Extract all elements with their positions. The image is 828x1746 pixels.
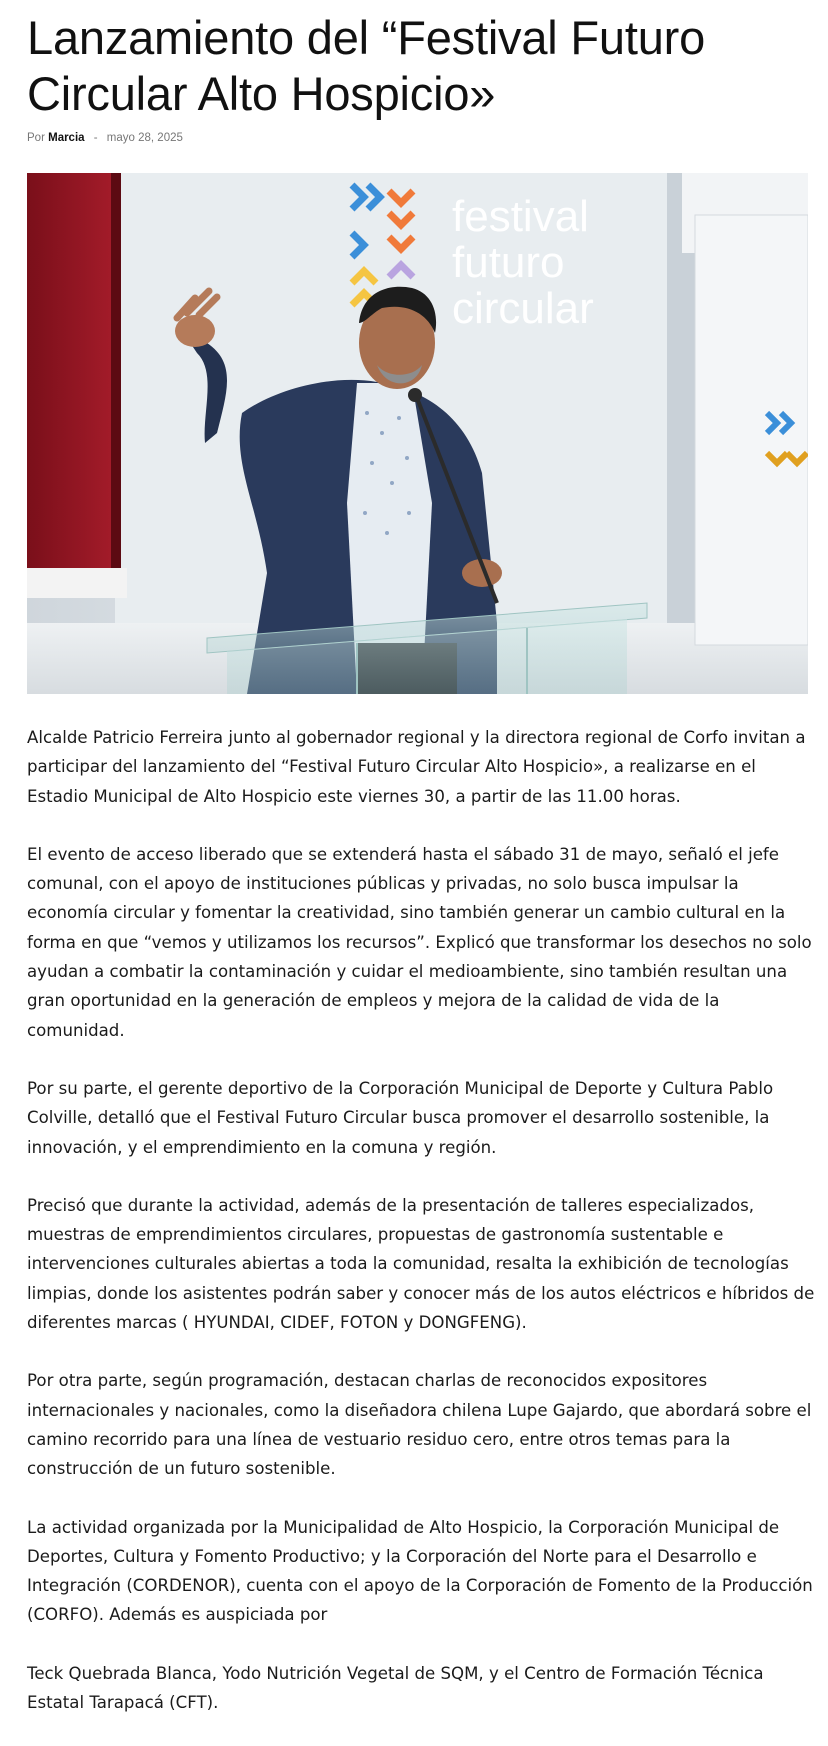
article-meta — [27, 130, 183, 146]
by-label: Por — [27, 132, 45, 144]
publish-date: mayo 28, 2025 — [106, 132, 183, 144]
paragraph: Teck Quebrada Blanca, Yodo Nutrición Vegetal de SQM, y el Centro de Formación Técnica Estatal Tarapacá (CFT). — [27, 1663, 764, 1713]
article-title: Lanzamiento del “Festival Futuro Circular Alto Hospicio» — [27, 11, 706, 120]
photo-illustration — [27, 173, 808, 694]
article-body — [27, 723, 817, 1746]
paragraph: El evento de acceso liberado que se extenderá hasta el sábado 31 de mayo, señaló el jefe comunal, con el apoyo de instituciones públicas y privadas, no solo busca impulsar la economía circular y fomentar la creatividad, sino también generar un cambio cultural en la forma en que “vemos y utilizamos los recursos”. Explicó que transformar los desechos no solo ayudan a combatir la contaminación y cuidar el medioambiente, sino también resultan una gran oportunidad en la generación de empleos y mejora de la calidad de vida de la comunidad. — [27, 844, 812, 1040]
featured-photo — [27, 173, 808, 694]
paragraph: Alcalde Patricio Ferreira junto al gobernador regional y la directora regional de Corfo invitan a participar del lanzamiento del “Festival Futuro Circular Alto Hospicio», a realizarse en el Estadio Municipal de Alto Hospicio este viernes 30, a partir de las 11.00 horas. — [27, 728, 806, 806]
svg-text:futuro: futuro — [452, 238, 565, 287]
svg-text:circular: circular — [452, 284, 594, 333]
paragraph: Precisó que durante la actividad, además de la presentación de talleres especializados, muestras de emprendimientos circulares, propuestas de gastronomía sustentable e intervenciones culturales abiertas a toda la comunidad, resalta la exhibición de tecnologías limpias, donde los asistentes podrán saber y conocer más de los autos eléctricos e híbridos de diferentes marcas ( HYUNDAI, CIDEF, FOTON y DONGFENG). — [27, 1195, 815, 1333]
paragraph: Por su parte, el gerente deportivo de la Corporación Municipal de Deporte y Cultura Pablo Colville, detalló que el Festival Futuro Circular busca promover el desarrollo sostenible, la innovación, y el emprendimiento en la comuna y región. — [27, 1078, 774, 1157]
meta-separator: - — [93, 132, 98, 144]
paragraph: La actividad organizada por la Municipalidad de Alto Hospicio, la Corporación Municipal de Deportes, Cultura y Fomento Productivo; y la Corporación del Norte para el Desarrollo e Integración (CORDENOR), cuenta con el apoyo de la Corporación de Fomento de la Producción (CORFO). Además es auspiciada por — [27, 1517, 813, 1625]
paragraph: Por otra parte, según programación, destacan charlas de reconocidos expositores internacionales y nacionales, como la diseñadora chilena Lupe Gajardo, que abordará sobre el camino recorrido para una línea de vestuario residuo cero, entre otros temas para la construcción de un futuro sostenible. — [27, 1371, 812, 1479]
svg-text:festival: festival — [452, 192, 589, 241]
author-link[interactable]: Marcia — [48, 132, 85, 144]
